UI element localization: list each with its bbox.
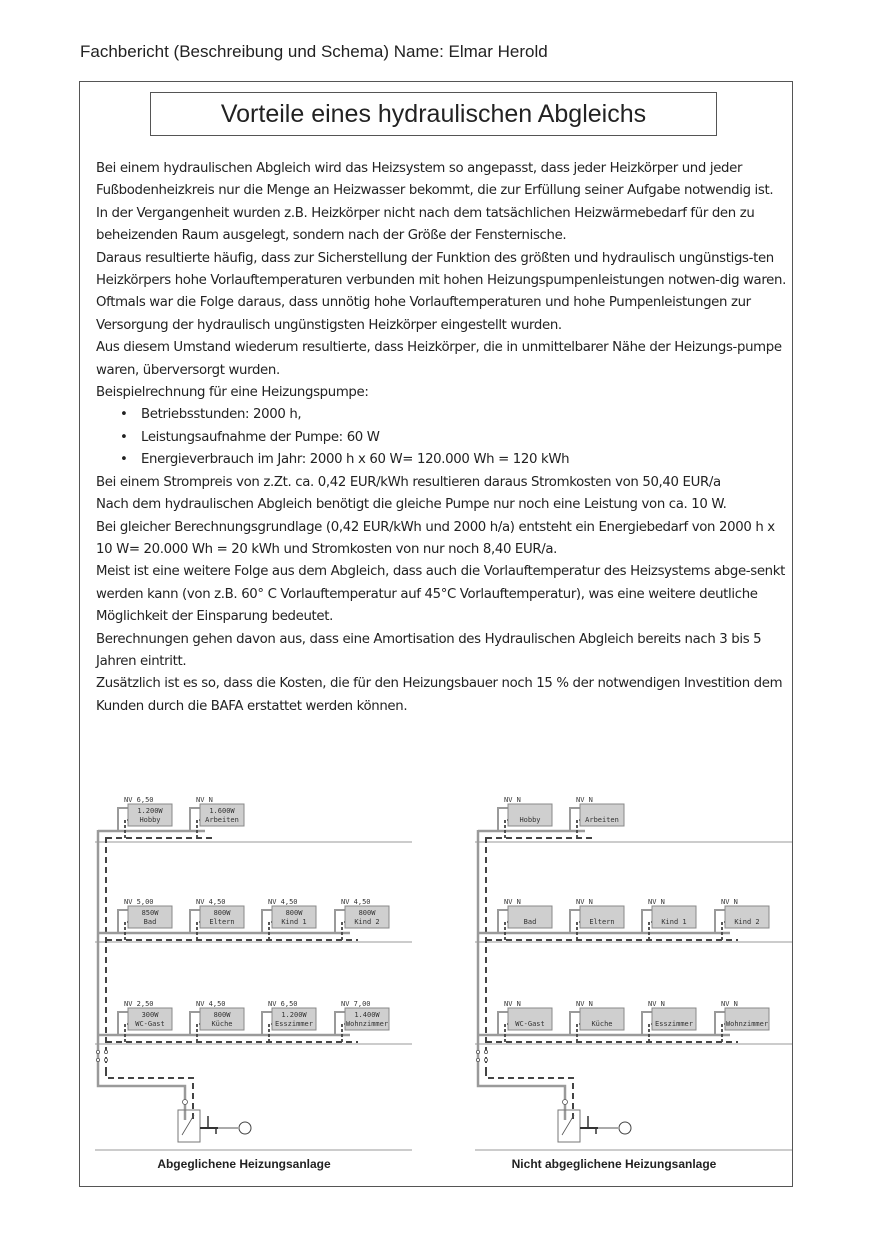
svg-text:NV 6,50: NV 6,50	[124, 796, 154, 804]
page-title: Vorteile eines hydraulischen Abgleichs	[150, 92, 717, 136]
svg-text:300W: 300W	[141, 1011, 159, 1019]
list-item: • Leistungsaufnahme der Pumpe: 60 W	[96, 427, 786, 449]
caption-unbalanced: Nicht abgeglichene Heizungsanlage	[511, 1157, 717, 1171]
svg-text:NV N: NV N	[504, 1000, 521, 1008]
svg-text:NV N: NV N	[576, 898, 593, 906]
svg-text:NV 6,50: NV 6,50	[268, 1000, 298, 1008]
svg-text:Kind 2: Kind 2	[734, 918, 760, 926]
svg-text:Wohnzimmer: Wohnzimmer	[345, 1020, 389, 1028]
svg-text:NV 4,50: NV 4,50	[196, 898, 226, 906]
svg-text:NV 4,50: NV 4,50	[196, 1000, 226, 1008]
svg-text:1.200W: 1.200W	[137, 807, 163, 815]
paragraph: Zusätzlich ist es so, dass die Kosten, die für den Heizungsbauer noch 15 % der notwendigen Investition dem Kunden durch die BAFA erstattet werden können.	[96, 676, 783, 714]
heating-schematic	[470, 790, 800, 1160]
svg-text:NV 5,00: NV 5,00	[124, 898, 154, 906]
svg-text:Bad: Bad	[523, 918, 537, 926]
svg-text:Esszimmer: Esszimmer	[655, 1020, 693, 1028]
svg-text:800W: 800W	[213, 1011, 231, 1019]
svg-text:800W: 800W	[213, 909, 231, 917]
svg-text:NV N: NV N	[196, 796, 213, 804]
paragraph: Bei einem hydraulischen Abgleich wird das Heizsystem so angepasst, dass jeder Heizkörper und jeder Fußbodenheizkreis nur die Menge an Heizwasser bekommt, die zur Erfüllung seiner Aufgabe notwendig ist.	[96, 161, 774, 199]
svg-text:NV N: NV N	[504, 796, 521, 804]
svg-text:Kind 1: Kind 1	[661, 918, 687, 926]
body-text	[96, 158, 786, 718]
svg-text:Kind 1: Kind 1	[281, 918, 307, 926]
svg-text:1.400W: 1.400W	[354, 1011, 380, 1019]
paragraph: Meist ist eine weitere Folge aus dem Abgleich, dass auch die Vorlauftemperatur des Heizsystems abge-senkt werden kann (von z.B. 60° C Vorlauftemperatur auf 45°C Vorlauftemperatur), was eine weitere deutliche Möglichkeit der Einsparung bedeutet.	[96, 564, 785, 625]
svg-text:Küche: Küche	[591, 1020, 613, 1028]
svg-text:WC-Gast: WC-Gast	[515, 1020, 545, 1028]
svg-text:NV N: NV N	[721, 898, 738, 906]
svg-text:Kind 2: Kind 2	[354, 918, 380, 926]
paragraph: In der Vergangenheit wurden z.B. Heizkörper nicht nach dem tatsächlichen Heizwärmebedarf für den zu beheizenden Raum ausgelegt, sondern nach der Größe der Fensternische.	[96, 205, 755, 244]
svg-text:WC-Gast: WC-Gast	[135, 1020, 165, 1028]
svg-text:Bad: Bad	[143, 918, 157, 926]
paragraph: Bei einem Strompreis von z.Zt. ca. 0,42 EUR/kWh resultieren daraus Stromkosten von 50,40 EUR/a	[96, 474, 721, 490]
svg-text:Arbeiten: Arbeiten	[585, 816, 619, 824]
svg-text:1.200W: 1.200W	[281, 1011, 307, 1019]
report-header: Fachbericht (Beschreibung und Schema) Name: Elmar Herold	[80, 42, 548, 61]
paragraph: Aus diesem Umstand wiederum resultierte, dass Heizkörper, die in unmittelbarer Nähe der Heizungs-pumpe waren, überversorgt wurden.	[96, 340, 782, 378]
svg-text:NV 7,00: NV 7,00	[341, 1000, 371, 1008]
paragraph: Bei gleicher Berechnungsgrundlage (0,42 EUR/kWh und 2000 h/a) entsteht ein Energiebedarf von 2000 h x 10 W= 20.000 Wh = 20 kWh und Stromkosten von nur noch 8,40 EUR/a.	[96, 519, 775, 557]
paragraph: Daraus resultierte häufig, dass zur Sicherstellung der Funktion des größten und hydraulisch ungünstigs-ten Heizkörpers hohe Vorlauftemperaturen verbunden mit hohen Heizungspumpenleistungen notwen-dig waren.	[96, 250, 786, 289]
paragraph: Beispielrechnung für eine Heizungspumpe:	[96, 385, 369, 401]
diagram-unbalanced	[470, 790, 800, 1160]
list-item: • Energieverbrauch im Jahr: 2000 h x 60 W= 120.000 Wh = 120 kWh	[96, 449, 786, 471]
diagram-balanced	[90, 790, 420, 1160]
svg-text:Arbeiten: Arbeiten	[205, 816, 239, 824]
svg-text:850W: 850W	[141, 909, 159, 917]
svg-text:NV N: NV N	[504, 898, 521, 906]
svg-text:Wohnzimmer: Wohnzimmer	[725, 1020, 769, 1028]
paragraph: Oftmals war die Folge daraus, dass unnötig hohe Vorlauftemperaturen und hohe Pumpenleistungen zur Versorgung der hydraulisch ungünstigsten Heizkörper eingestellt wurden.	[96, 295, 751, 333]
calculation-list	[96, 404, 786, 471]
caption-balanced: Abgeglichene Heizungsanlage	[157, 1157, 331, 1171]
svg-text:800W: 800W	[358, 909, 376, 917]
paragraph: Berechnungen gehen davon aus, dass eine Amortisation des Hydraulischen Abgleich bereits nach 3 bis 5 Jahren eintritt.	[96, 631, 762, 669]
svg-text:NV N: NV N	[648, 1000, 665, 1008]
svg-text:NV N: NV N	[721, 1000, 738, 1008]
svg-text:NV 4,50: NV 4,50	[268, 898, 298, 906]
heating-schematic	[90, 790, 420, 1160]
svg-text:Küche: Küche	[211, 1020, 233, 1028]
svg-text:NV N: NV N	[648, 898, 665, 906]
svg-text:NV N: NV N	[576, 796, 593, 804]
svg-text:NV 4,50: NV 4,50	[341, 898, 371, 906]
svg-text:Hobby: Hobby	[139, 816, 161, 824]
svg-text:Eltern: Eltern	[589, 918, 615, 926]
paragraph: Nach dem hydraulischen Abgleich benötigt die gleiche Pumpe nur noch eine Leistung von ca. 10 W.	[96, 497, 727, 513]
svg-text:Esszimmer: Esszimmer	[275, 1020, 313, 1028]
svg-text:NV N: NV N	[576, 1000, 593, 1008]
svg-text:1.600W: 1.600W	[209, 807, 235, 815]
svg-text:NV 2,50: NV 2,50	[124, 1000, 154, 1008]
list-item: • Betriebsstunden: 2000 h,	[96, 404, 786, 426]
svg-text:800W: 800W	[285, 909, 303, 917]
svg-text:Hobby: Hobby	[519, 816, 541, 824]
svg-text:Eltern: Eltern	[209, 918, 235, 926]
